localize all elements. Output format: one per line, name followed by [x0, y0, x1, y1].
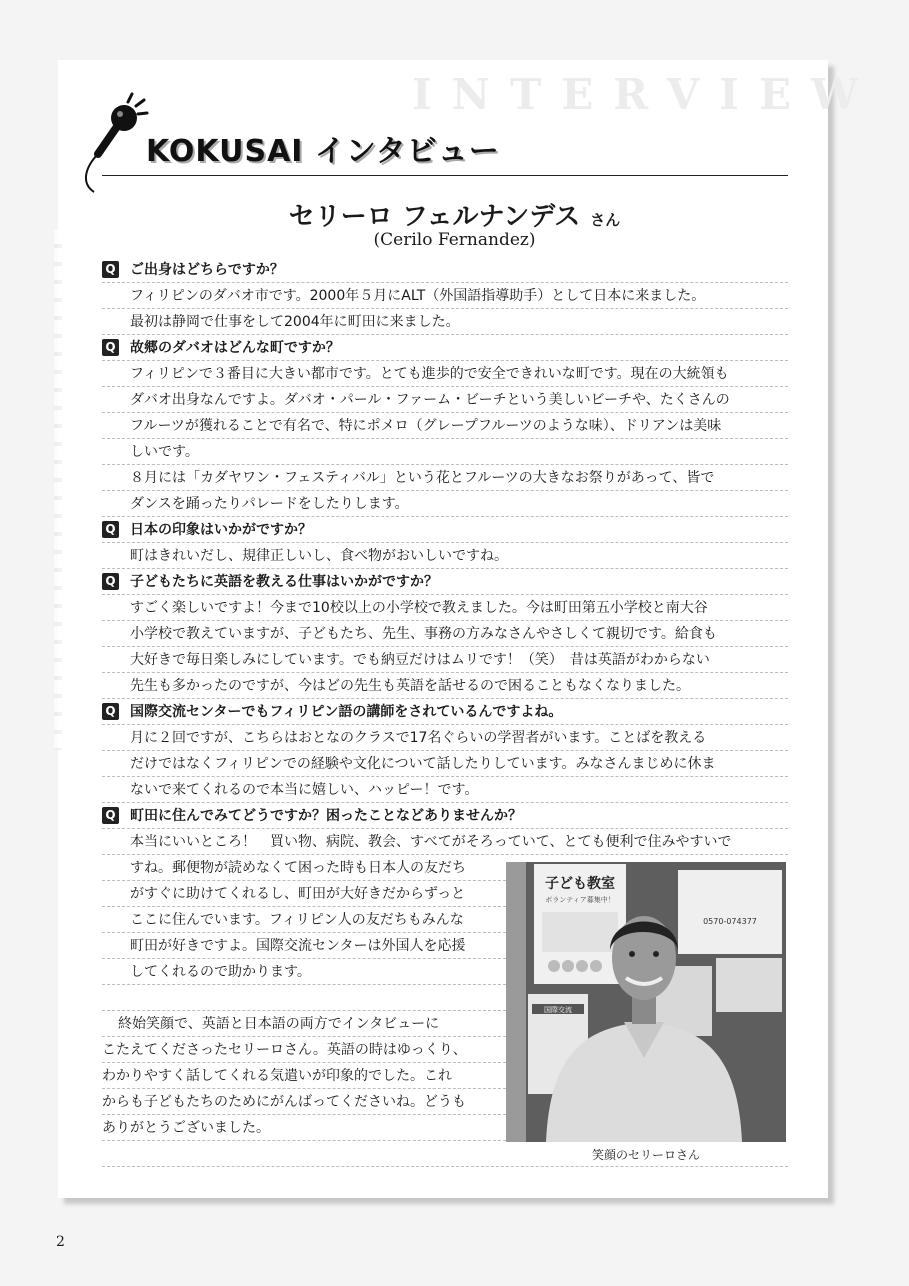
- answer-line: だけではなくフィリピンでの経験や文化について話したりしています。みなさんまじめに休ま: [102, 751, 788, 777]
- answer-line: 最初は静岡で仕事をして2004年に町田に来ました。: [102, 309, 788, 335]
- answer-line: ないで来てくれるので本当に嬉しい、ハッピー！です。: [102, 777, 788, 803]
- interview-watermark: INTERVIEW: [412, 70, 879, 119]
- question-text: 町田に住んでみてどうですか？困ったことなどありませんか？: [130, 807, 522, 824]
- flyer-phone: 0570-074377: [703, 917, 757, 926]
- answer-line: すごく楽しいですよ！今まで10校以上の小学校で教えました。今は町田第五小学校と南大谷: [102, 595, 788, 621]
- honorific: さん: [590, 211, 621, 229]
- answer-line: 本当にいいところ！ 買い物、病院、教会、すべてがそろっていて、とても便利で住みやすいで: [102, 829, 788, 855]
- closing-line: からも子どもたちのためにがんばってくださいね。どうも: [102, 1089, 506, 1115]
- interviewee-photo: [506, 862, 786, 1142]
- page-title: KOKUSAI インタビュー: [146, 134, 500, 169]
- photo-illustration: [506, 862, 786, 1142]
- answer-line: ここに住んでいます。フィリピン人の友だちもみんな: [102, 907, 506, 933]
- interviewee-name-text: セリーロ フェルナンデス: [288, 202, 581, 232]
- answer-line: してくれるので助かります。: [102, 959, 506, 985]
- answer-line: フィリピンで３番目に大きい都市です。とても進歩的で安全できれいな町です。現在の大統領も: [102, 361, 788, 387]
- answer-line: ８月には「カダヤワン・フェスティバル」という花とフルーツの大きなお祭りがあって、皆で: [102, 465, 788, 491]
- page-number: 2: [56, 1234, 65, 1250]
- poster-title: 子ども教室: [545, 876, 615, 892]
- answer-line: フィリピンのダバオ市です。2000年５月にALT（外国語指導助手）として日本に来ました。: [102, 283, 788, 309]
- question-text: 子どもたちに英語を教える仕事はいかがですか？: [130, 573, 438, 590]
- answer-line: 町はきれいだし、規律正しいし、食べ物がおいしいですね。: [102, 543, 788, 569]
- q-badge: Q: [102, 573, 119, 590]
- flyer-text: 国際交流: [544, 1006, 572, 1014]
- answer-line: 月に２回ですが、こちらはおとなのクラスで17名ぐらいの学習者がいます。ことばを教える: [102, 725, 788, 751]
- answer-line: フルーツが獲れることで有名で、特にポメロ（グレープフルーツのような味）、ドリアンは美味: [102, 413, 788, 439]
- closing-line: わかりやすく話してくれる気遣いが印象的でした。これ: [102, 1063, 506, 1089]
- question-3: [102, 517, 788, 543]
- q-badge: Q: [102, 521, 119, 538]
- answer-line: ダンスを踊ったりパレードをしたりします。: [102, 491, 788, 517]
- q-badge: Q: [102, 703, 119, 720]
- blank-line: [102, 985, 506, 1011]
- closing-line: ありがとうございました。: [102, 1115, 506, 1141]
- question-6: [102, 803, 788, 829]
- question-text: 国際交流センターでもフィリピン語の講師をされているんですよね。: [130, 703, 563, 720]
- answer-line: がすぐに助けてくれるし、町田が大好きだからずっと: [102, 881, 506, 907]
- photo-caption: 笑顔のセリーロさん: [591, 1148, 700, 1162]
- q-badge: Q: [102, 807, 119, 824]
- closing-line: 終始笑顔で、英語と日本語の両方でインタビューに: [102, 1011, 506, 1037]
- question-text: ご出身はどちらですか？: [130, 261, 284, 278]
- interviewee-romaji: (Cerilo Fernandez): [373, 230, 536, 250]
- question-text: 日本の印象はいかがですか？: [130, 521, 312, 538]
- q-badge: Q: [102, 261, 119, 278]
- answer-line: しいです。: [102, 439, 788, 465]
- question-4: [102, 569, 788, 595]
- interviewee-name: [0, 196, 909, 233]
- answer-line: 小学校で教えていますが、子どもたち、先生、事務の方みなさんやさしくて親切です。給食も: [102, 621, 788, 647]
- answer-line: 先生も多かったのですが、今はどの先生も英語を話せるので困ることもなくなりました。: [102, 673, 788, 699]
- title-rule: [102, 175, 788, 176]
- question-5: [102, 699, 788, 725]
- answer-line: ダバオ出身なんですよ。ダバオ・パール・ファーム・ビーチという美しいビーチや、たくさんの: [102, 387, 788, 413]
- q-badge: Q: [102, 339, 119, 356]
- answer-line: 大好きで毎日楽しみにしています。でも納豆だけはムリです！（笑） 昔は英語がわからない: [102, 647, 788, 673]
- question-text: 故郷のダバオはどんな町ですか？: [130, 339, 340, 356]
- microphone-icon: [80, 92, 150, 196]
- poster-subtitle: ボランティア募集中！: [545, 896, 615, 904]
- answer-line: 町田が好きですよ。国際交流センターは外国人を応援: [102, 933, 506, 959]
- closing-line: こたえてくださったセリーロさん。英語の時はゆっくり、: [102, 1037, 506, 1063]
- question-2: [102, 335, 788, 361]
- answer-line: すね。郵便物が読めなくて困った時も日本人の友だち: [102, 855, 506, 881]
- question-1: [102, 257, 788, 283]
